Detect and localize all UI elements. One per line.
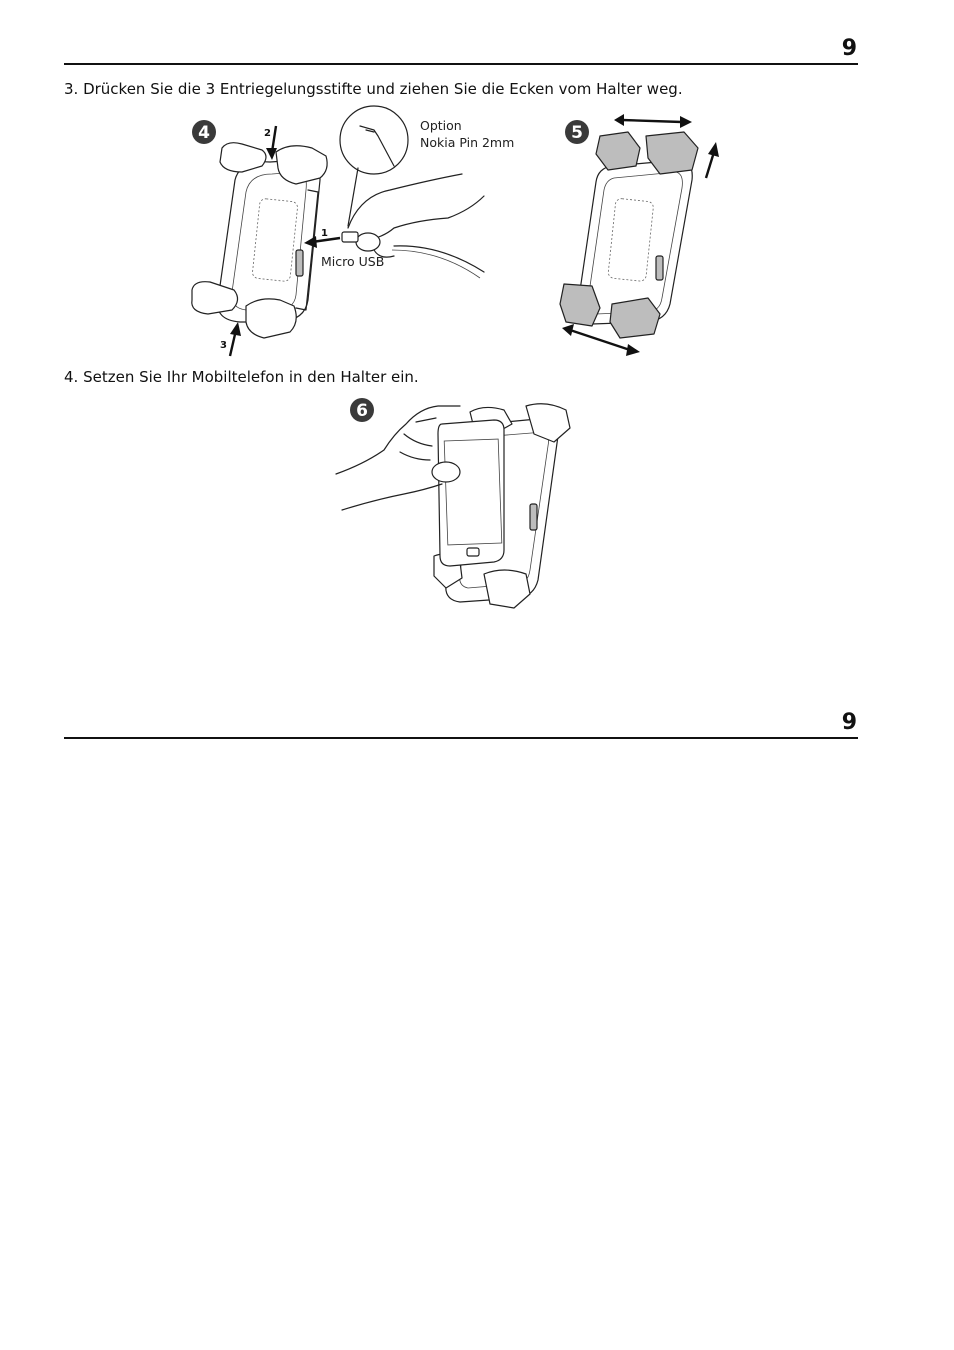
arrow-top-right-up: [706, 142, 719, 178]
svg-text:1: 1: [321, 228, 328, 239]
svg-text:Option: Option: [420, 118, 462, 133]
arrow-top-horizontal: [614, 114, 692, 128]
nokia-pin-magnifier: [340, 106, 514, 226]
footer-rule: [64, 737, 858, 739]
page-number-top: 9: [841, 36, 857, 61]
svg-text:5: 5: [571, 123, 583, 143]
figure-5-corners-pulled: [552, 108, 732, 360]
figure-4-badge: [192, 120, 216, 144]
figure-5-badge: [565, 120, 589, 144]
svg-text:3: 3: [220, 340, 227, 351]
page-number-bottom: 9: [841, 710, 857, 735]
header-rule: [64, 63, 858, 65]
svg-text:2: 2: [264, 128, 271, 139]
step-3-text: 3. Drücken Sie die 3 Entriegelungsstifte und ziehen Sie die Ecken vom Halter weg.: [64, 80, 683, 98]
svg-text:6: 6: [356, 401, 368, 421]
smartphone: [438, 420, 504, 566]
holder-illustration-open: [560, 132, 698, 338]
svg-text:4: 4: [198, 123, 210, 143]
step-4-text: 4. Setzen Sie Ihr Mobiltelefon in den Halter ein.: [64, 368, 419, 386]
figure-6-insert-phone: [334, 394, 578, 616]
pin-arrow-3: [220, 322, 241, 356]
hand-with-micro-usb-plug: [321, 174, 484, 278]
holder-illustration: [192, 143, 327, 338]
svg-text:Nokia Pin 2mm: Nokia Pin 2mm: [420, 135, 515, 150]
figure-4-holder-release: [180, 100, 515, 362]
figure-6-badge: [350, 398, 374, 422]
svg-text:Micro USB: Micro USB: [321, 254, 385, 269]
